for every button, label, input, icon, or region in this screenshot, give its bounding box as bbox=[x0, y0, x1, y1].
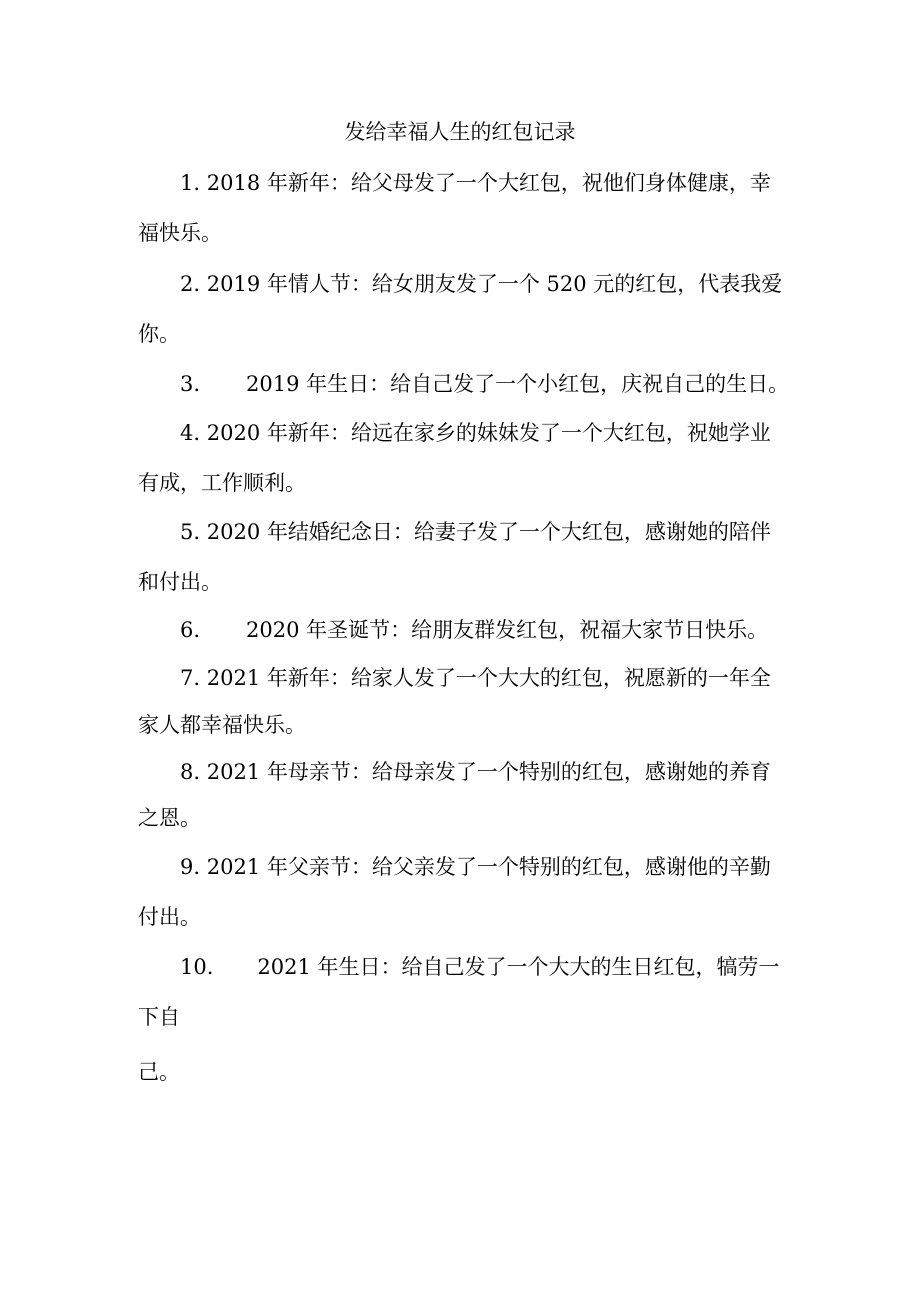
list-item-3 bbox=[180, 364, 840, 404]
item-text-line: 2021 年生日：给自己发了一个大大的生日红包，犒劳一 bbox=[257, 955, 780, 979]
item-text-line: 2020 年结婚纪念日：给妻子发了一个大红包，感谢她的陪伴 bbox=[206, 520, 771, 544]
item-text-line: 2020 年新年：给远在家乡的妹妹发了一个大红包，祝她学业 bbox=[206, 421, 771, 445]
list-item-10 bbox=[180, 947, 840, 987]
list-item-7 bbox=[180, 658, 840, 698]
item-number: 3. bbox=[180, 372, 201, 396]
item-continuation: 付出。 bbox=[138, 905, 201, 929]
item-number: 8. bbox=[180, 760, 201, 784]
item-number: 1. bbox=[180, 171, 201, 195]
item-text-line: 2020 年圣诞节：给朋友群发红包，祝福大家节日快乐。 bbox=[246, 618, 769, 642]
item-text-line: 2018 年新年：给父母发了一个大红包，祝他们身体健康，幸 bbox=[206, 171, 771, 195]
item-number: 6. bbox=[180, 618, 201, 642]
item-number: 2. bbox=[180, 272, 201, 296]
item-number: 9. bbox=[180, 855, 201, 879]
item-text-line: 2019 年情人节：给女朋友发了一个 520 元的红包，代表我爱 bbox=[206, 272, 783, 296]
list-item-4 bbox=[180, 413, 840, 453]
list-item-6 bbox=[180, 610, 840, 650]
list-item-5 bbox=[180, 512, 840, 552]
list-item-2 bbox=[180, 264, 840, 304]
list-item-8 bbox=[180, 752, 840, 792]
item-text-line: 2021 年父亲节：给父亲发了一个特别的红包，感谢他的辛勤 bbox=[206, 855, 771, 879]
item-number: 5. bbox=[180, 520, 201, 544]
item-continuation: 你。 bbox=[138, 322, 180, 346]
item-continuation: 己。 bbox=[138, 1060, 180, 1084]
item-text-line: 2021 年新年：给家人发了一个大大的红包，祝愿新的一年全 bbox=[206, 666, 771, 690]
item-continuation: 下自 bbox=[138, 1005, 180, 1029]
item-continuation: 福快乐。 bbox=[138, 221, 222, 245]
item-number: 10. bbox=[180, 955, 214, 979]
item-continuation: 有成，工作顺利。 bbox=[138, 471, 306, 495]
item-text-line: 2021 年母亲节：给母亲发了一个特别的红包，感谢她的养育 bbox=[206, 760, 771, 784]
list-item-9 bbox=[180, 847, 840, 887]
item-number: 7. bbox=[180, 666, 201, 690]
item-continuation: 和付出。 bbox=[138, 570, 222, 594]
item-number: 4. bbox=[180, 421, 201, 445]
item-continuation: 家人都幸福快乐。 bbox=[138, 713, 306, 737]
document-title: 发给幸福人生的红包记录 bbox=[344, 120, 576, 144]
item-text-line: 2019 年生日：给自己发了一个小红包，庆祝自己的生日。 bbox=[246, 372, 790, 396]
list-item-1 bbox=[180, 163, 840, 203]
item-continuation: 之恩。 bbox=[138, 806, 201, 830]
